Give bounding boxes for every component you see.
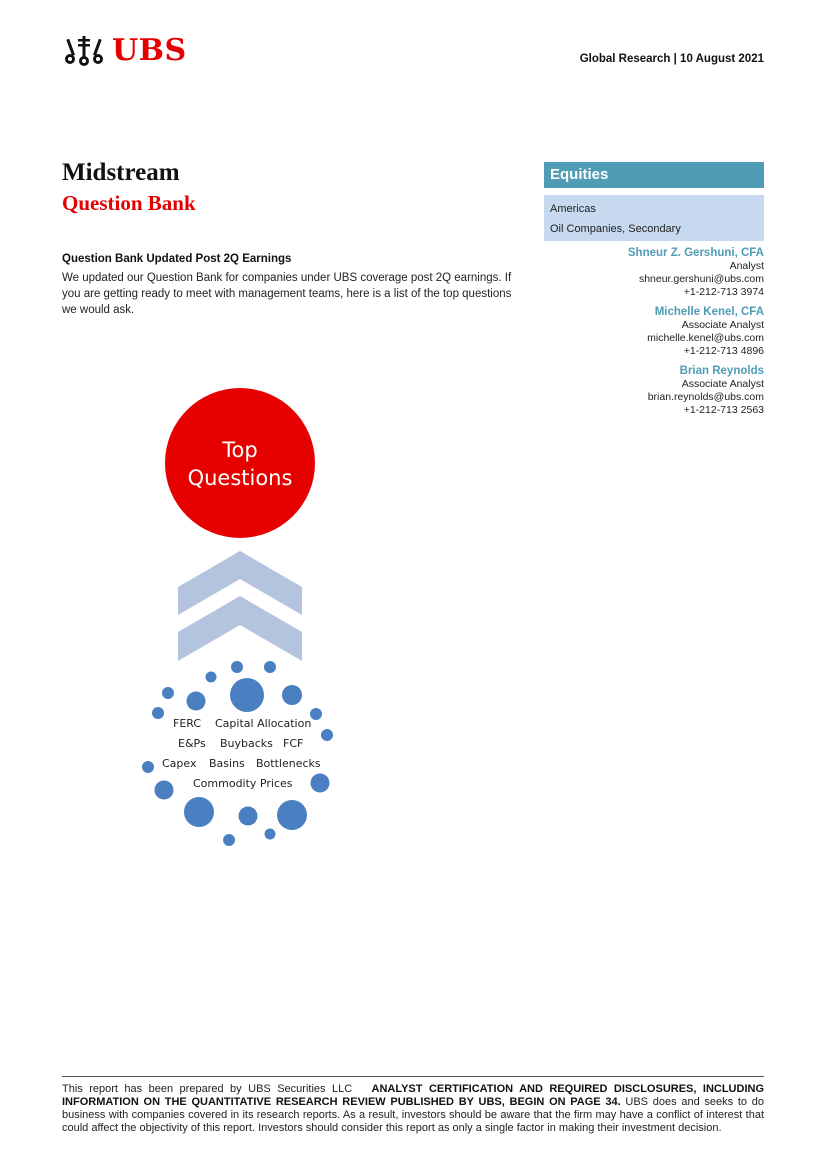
keys-logo-icon: [62, 33, 106, 69]
dot: [310, 708, 322, 720]
dot: [265, 829, 276, 840]
analyst-card: [534, 305, 764, 358]
coverage-region: Americas: [550, 203, 596, 215]
analyst-card: [534, 364, 764, 417]
coverage-box: [544, 195, 764, 241]
topic-capital-allocation: Capital Allocation: [215, 717, 312, 730]
analyst-phone: +1-212-713 4896: [683, 345, 764, 357]
circle-label-line2: Questions: [187, 466, 293, 490]
dot: [162, 687, 174, 699]
dot: [321, 729, 333, 741]
summary-body: We updated our Question Bank for companies under UBS coverage post 2Q earnings. If you are getting ready to meet with management teams, here is a list of the top questions we would ask.: [62, 272, 512, 316]
sidebar-heading: Equities: [544, 162, 764, 188]
analyst-email[interactable]: brian.reynolds@ubs.com: [647, 391, 764, 403]
dot: [311, 774, 330, 793]
top-questions-circle: [165, 388, 315, 538]
analyst-name: Shneur Z. Gershuni, CFA: [627, 247, 764, 259]
dot: [223, 834, 235, 846]
topic-buybacks: Buybacks: [220, 737, 273, 750]
dot: [264, 661, 276, 673]
dot: [152, 707, 164, 719]
footer-divider: [62, 1076, 764, 1077]
footer-lead: This report has been prepared by UBS Securities LLC: [62, 1083, 353, 1095]
topic-basins: Basins: [209, 757, 245, 770]
brand-name: UBS: [112, 33, 187, 68]
summary-heading: Question Bank Updated Post 2Q Earnings: [62, 253, 292, 265]
coverage-sector: Oil Companies, Secondary: [550, 223, 681, 235]
analyst-email[interactable]: michelle.kenel@ubs.com: [647, 332, 764, 344]
analyst-role: Associate Analyst: [681, 378, 764, 390]
analyst-role: Associate Analyst: [681, 319, 764, 331]
analyst-name: Michelle Kenel, CFA: [654, 306, 764, 318]
coverage-sidebar: [544, 162, 764, 241]
dot: [277, 800, 307, 830]
dot: [206, 672, 217, 683]
dot: [142, 761, 154, 773]
topic-eps: E&Ps: [178, 737, 206, 750]
analyst-role: Analyst: [729, 260, 764, 272]
disclosure-footer: [62, 1083, 764, 1135]
dot-ring: [142, 661, 333, 846]
analyst-name: Brian Reynolds: [679, 365, 764, 377]
analyst-phone: +1-212-713 3974: [683, 286, 764, 298]
analyst-phone: +1-212-713 2563: [683, 404, 764, 416]
topic-fcf: FCF: [283, 737, 304, 750]
page-title: Midstream: [62, 159, 180, 186]
footer-rest: UBS does and seeks to do business with companies covered in its research reports. As a result, investors should be aware that the firm may have a conflict of interest that could affect the objectivity of this report. Investors should consider this report as only a single factor in making their investment decision.: [62, 1096, 765, 1134]
dot: [282, 685, 302, 705]
analyst-list: [534, 246, 764, 423]
dot: [239, 807, 258, 826]
circle-label-line1: Top: [222, 438, 258, 462]
dot: [155, 781, 174, 800]
chevron-up-icon: [178, 596, 302, 661]
topic-ferc: FERC: [173, 717, 202, 730]
topic-commodity-prices: Commodity Prices: [193, 777, 293, 790]
top-questions-graphic: [140, 385, 350, 855]
footer-disclosure-notice: ANALYST CERTIFICATION AND REQUIRED DISCLOSURES, INCLUDING INFORMATION ON THE QUANTITATIVE RESEARCH REVIEW PUBLISHED BY UBS, BEGIN ON PAGE 34.: [62, 1083, 765, 1108]
dot: [184, 797, 214, 827]
ubs-logo: [62, 33, 187, 69]
dot: [187, 692, 206, 711]
page-subtitle: Question Bank: [62, 191, 196, 215]
analyst-card: [534, 246, 764, 299]
graphic-canvas: [140, 385, 350, 855]
topic-capex: Capex: [162, 757, 197, 770]
dot: [230, 678, 264, 712]
analyst-email[interactable]: shneur.gershuni@ubs.com: [638, 273, 764, 285]
topic-bottlenecks: Bottlenecks: [256, 757, 321, 770]
dot: [231, 661, 243, 673]
report-date-line: Global Research | 10 August 2021: [579, 53, 764, 65]
